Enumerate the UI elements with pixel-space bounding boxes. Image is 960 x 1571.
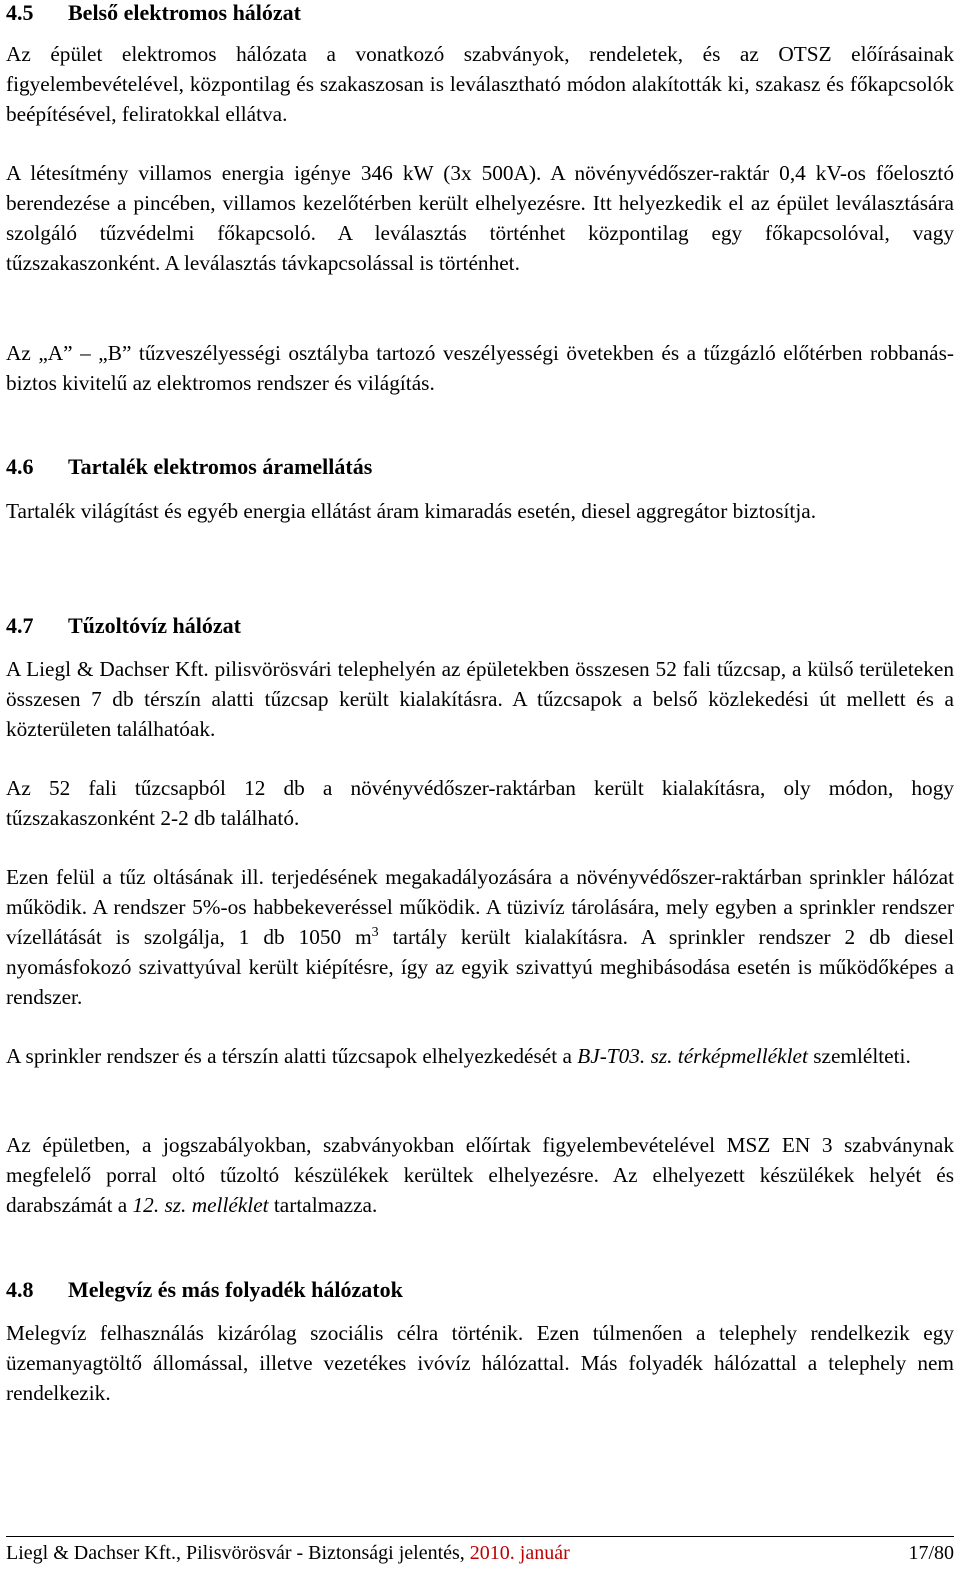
section-number: 4.5 xyxy=(6,0,34,25)
section-heading-4-8 xyxy=(6,1275,403,1305)
footer-date: 2010. január xyxy=(469,1542,570,1564)
section-heading-4-5 xyxy=(6,0,301,28)
text-run: A sprinkler rendszer és a térszín alatti tűzcsapok elhelyezkedését a xyxy=(6,1044,578,1068)
paragraph: Tartalék világítást és egyéb energia ellátást áram kimaradás esetén, diesel aggregátor biztosítja. xyxy=(6,499,817,523)
footer-text xyxy=(6,1540,570,1566)
section-title: Tartalék elektromos áramellátás xyxy=(68,454,373,479)
section-title: Tűzoltóvíz hálózat xyxy=(68,613,241,638)
section-title: Belső elektromos hálózat xyxy=(68,0,302,25)
text-run: szemlélteti. xyxy=(807,1044,911,1068)
paragraph: Az „A” – „B” tűzveszélyességi osztályba tartozó veszélyességi övetekben és a tűzgázló előtérben robbanás-biztos kivitelű az elektromos rendszer és világítás. xyxy=(6,341,954,395)
text-run: Az épületben, a jogszabályokban, szabványokban előírtak figyelembevételével MSZ EN 3 szabványnak megfelelő porral oltó tűzoltó készülékek kerültek elhelyezésre. Az elhelyezett készülékek helyét és darabszámát a xyxy=(6,1133,954,1217)
paragraph xyxy=(6,862,954,1012)
paragraph: A létesítmény villamos energia igénye 346 kW (3x 500A). A növényvédőszer-raktár 0,4 kV-os főelosztó berendezése a pincében, villamos kezelőtérben került elhelyezésre. Itt helyezkedik el az épület leválasztására szolgáló tűzvédelmi főkapcsoló. A leválasztás történhet központilag egy főkapcsolóval, vagy tűzszakaszonként. A leválasztás távkapcsolással is történhet. xyxy=(6,161,954,275)
text-run: tartály került kialakításra. A sprinkler rendszer 2 db diesel nyomásfokozó szivattyúval került kiépítésre, így az egyik szivattyú meghibásodása esetén is működőképes a rendszer. xyxy=(6,925,954,1009)
paragraph xyxy=(6,1041,954,1071)
paragraph: Az 52 fali tűzcsapból 12 db a növényvédőszer-raktárban került kialakításra, oly módon, hogy tűzszakaszonként 2-2 db található. xyxy=(6,776,954,830)
page-footer xyxy=(6,1536,954,1566)
text-run: tartalmazza. xyxy=(268,1193,378,1217)
section-number: 4.7 xyxy=(6,613,34,638)
italic-reference: BJ-T03. sz. térképmelléklet xyxy=(577,1044,808,1068)
section-number: 4.8 xyxy=(6,1277,34,1302)
paragraph xyxy=(6,1130,954,1220)
paragraph: Az épület elektromos hálózata a vonatkozó szabványok, rendeletek, és az OTSZ előírásainak figyelembevételével, központilag és szakaszosan is leválasztható módon alakították ki, szakasz és főkapcsolók beépítésével, feliratokkal ellátva. xyxy=(6,42,954,126)
footer-title: Liegl & Dachser Kft., Pilisvörösvár - Biztonsági jelentés, xyxy=(6,1542,470,1564)
superscript: 3 xyxy=(371,924,379,940)
section-title: Melegvíz és más folyadék hálózatok xyxy=(68,1277,403,1302)
section-heading-4-7 xyxy=(6,611,241,641)
paragraph: A Liegl & Dachser Kft. pilisvörösvári telephelyén az épületekben összesen 52 fali tűzcsap, a külső területeken összesen 7 db térszín alatti tűzcsap került kialakításra. A tűzcsapok a belső közlekedési út mellett és a közterületen találhatóak. xyxy=(6,657,954,741)
paragraph: Melegvíz felhasználás kizárólag szociális célra történik. Ezen túlmenően a telephely rendelkezik egy üzemanyagtöltő állomással, illetve vezetékes ivóvíz hálózattal. Más folyadék hálózattal a telephely nem rendelkezik. xyxy=(6,1321,954,1405)
section-number: 4.6 xyxy=(6,454,34,479)
page-number: 17/80 xyxy=(908,1542,954,1564)
text-run: Ezen felül a tűz oltásának ill. terjedésének megakadályozására a növényvédőszer-raktárban sprinkler hálózat működik. A rendszer 5%-os habbekeveréssel működik. A tüzivíz tárolására, mely egyben a sprinkler rendszer vízellátását is szolgálja, 1 db 1050 m xyxy=(6,865,954,949)
italic-reference: 12. sz. melléklet xyxy=(132,1193,269,1217)
section-heading-4-6 xyxy=(6,452,372,482)
